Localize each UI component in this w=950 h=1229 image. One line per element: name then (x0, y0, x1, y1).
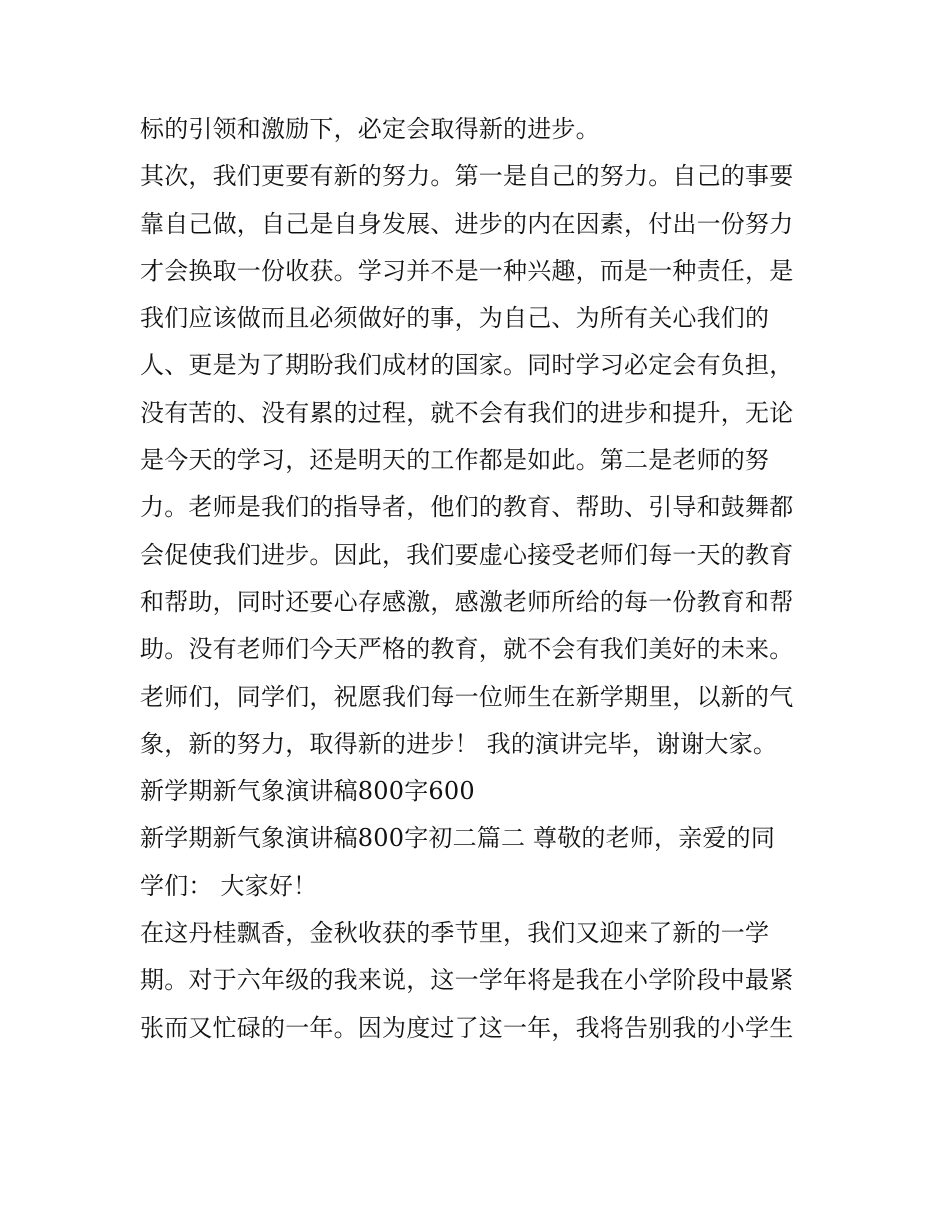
text-line: 新学期新气象演讲稿800字初二篇二 尊敬的老师，亲爱的同 (140, 824, 776, 853)
text-line: 没有苦的、没有累的过程，就不会有我们的进步和提升，无论 (140, 398, 794, 427)
section-title: 新学期新气象演讲稿800字600 (140, 777, 475, 806)
text-line: 学们： 大家好！ (140, 871, 318, 900)
text-line: 靠自己做，自己是自身发展、进步的内在因素，付出一份努力 (140, 209, 794, 238)
text-line: 助。没有老师们今天严格的教育，就不会有我们美好的未来。 (140, 635, 794, 664)
text-line: 期。对于六年级的我来说，这一学年将是我在小学阶段中最紧 (140, 966, 794, 995)
text-line: 人、更是为了期盼我们成材的国家。同时学习必定会有负担， (140, 351, 794, 380)
text-line: 老师们，同学们，祝愿我们每一位师生在新学期里，以新的气 (140, 682, 794, 711)
text-line: 在这丹桂飘香，金秋收获的季节里，我们又迎来了新的一学 (140, 919, 770, 948)
body-text (140, 106, 820, 1052)
text-line: 象，新的努力，取得新的进步！ 我的演讲完毕，谢谢大家。 (140, 729, 778, 758)
text-line: 标的引领和激励下，必定会取得新的进步。 (140, 115, 600, 143)
text-line: 张而又忙碌的一年。因为度过了这一年，我将告别我的小学生 (140, 1013, 794, 1042)
text-line: 其次，我们更要有新的努力。第一是自己的努力。自己的事要 (140, 162, 794, 191)
text-line: 会促使我们进步。因此，我们要虚心接受老师们每一天的教育 (140, 540, 794, 569)
text-line: 是今天的学习，还是明天的工作都是如此。第二是老师的努 (140, 446, 770, 475)
text-line: 力。老师是我们的指导者，他们的教育、帮助、引导和鼓舞都 (140, 493, 794, 522)
text-line: 和帮助，同时还要心存感激，感激老师所给的每一份教育和帮 (140, 587, 794, 616)
text-line: 才会换取一份收获。学习并不是一种兴趣，而是一种责任，是 (140, 256, 794, 285)
text-line: 我们应该做而且必须做好的事，为自己、为所有关心我们的 (140, 304, 770, 333)
